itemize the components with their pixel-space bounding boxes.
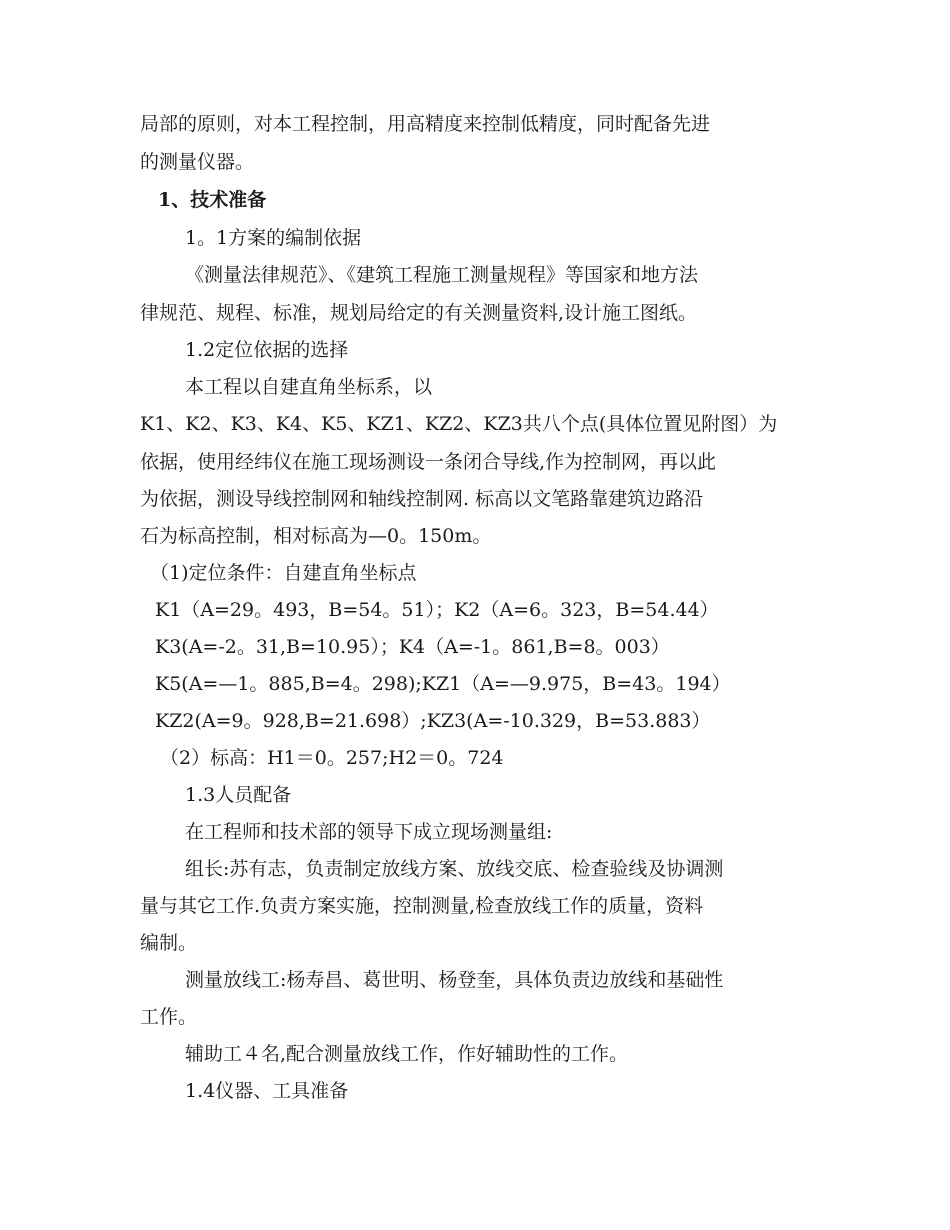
body-line: 在工程师和技术部的领导下成立现场测量组:: [185, 821, 553, 843]
subsection-heading: 1。1方案的编制依据: [185, 227, 362, 249]
coordinate-line: K5(A=—1。885,B=4。298);KZ1（A=—9.975，B=43。194）: [155, 673, 731, 695]
body-line: （1)定位条件：自建直角坐标点: [150, 562, 417, 584]
subsection-heading: 1.2定位依据的选择: [185, 339, 349, 361]
body-line: 局部的原则，对本工程控制，用高精度来控制低精度，同时配备先进: [140, 113, 711, 135]
body-line: 依据，使用经纬仪在施工现场测设一条闭合导线,作为控制网，再以此: [140, 451, 717, 473]
body-line: 本工程以自建直角坐标系，以: [185, 376, 433, 398]
subsection-heading: 1.4仪器、工具准备: [185, 1080, 349, 1102]
body-line: K1、K2、K3、K4、K5、KZ1、KZ2、KZ3共八个点(具体位置见附图）为: [140, 413, 778, 435]
body-line: 编制。: [140, 932, 198, 954]
body-line: 律规范、规程、标准，规划局给定的有关测量资料,设计施工图纸。: [140, 302, 698, 324]
body-line: 组长:苏有志，负责制定放线方案、放线交底、检查验线及协调测: [185, 858, 724, 880]
coordinate-line: K1（A=29。493，B=54。51）；K2（A=6。323，B=54.44）: [155, 599, 719, 621]
body-line: 的测量仪器。: [140, 151, 255, 173]
body-line: （2）标高：H1＝0。257;H2＝0。724: [160, 747, 504, 769]
body-line: 为依据，测设导线控制网和轴线控制网. 标高以文笔路靠建筑边路沿: [140, 488, 704, 510]
body-line: 《测量法律规范》、《建筑工程施工测量规程》等国家和地方法: [185, 264, 699, 286]
body-line: 量与其它工作.负责方案实施，控制测量,检查放线工作的质量，资料: [140, 895, 704, 917]
section-heading: 1、技术准备: [158, 189, 267, 211]
coordinate-line: K3(A=-2。31,B=10.95）；K4（A=-1。861,B=8。003）: [155, 636, 670, 658]
body-line: 石为标高控制，相对标高为—0。150m。: [140, 525, 492, 547]
subsection-heading: 1.3人员配备: [185, 784, 292, 806]
body-line: 辅助工４名,配合测量放线工作，作好辅助性的工作。: [185, 1043, 629, 1065]
body-line: 工作。: [140, 1006, 198, 1028]
body-line: 测量放线工:杨寿昌、葛世明、杨登奎，具体负责边放线和基础性: [185, 969, 724, 991]
coordinate-line: KZ2(A=9。928,B=21.698）;KZ3(A=-10.329，B=53.883）: [155, 710, 711, 732]
